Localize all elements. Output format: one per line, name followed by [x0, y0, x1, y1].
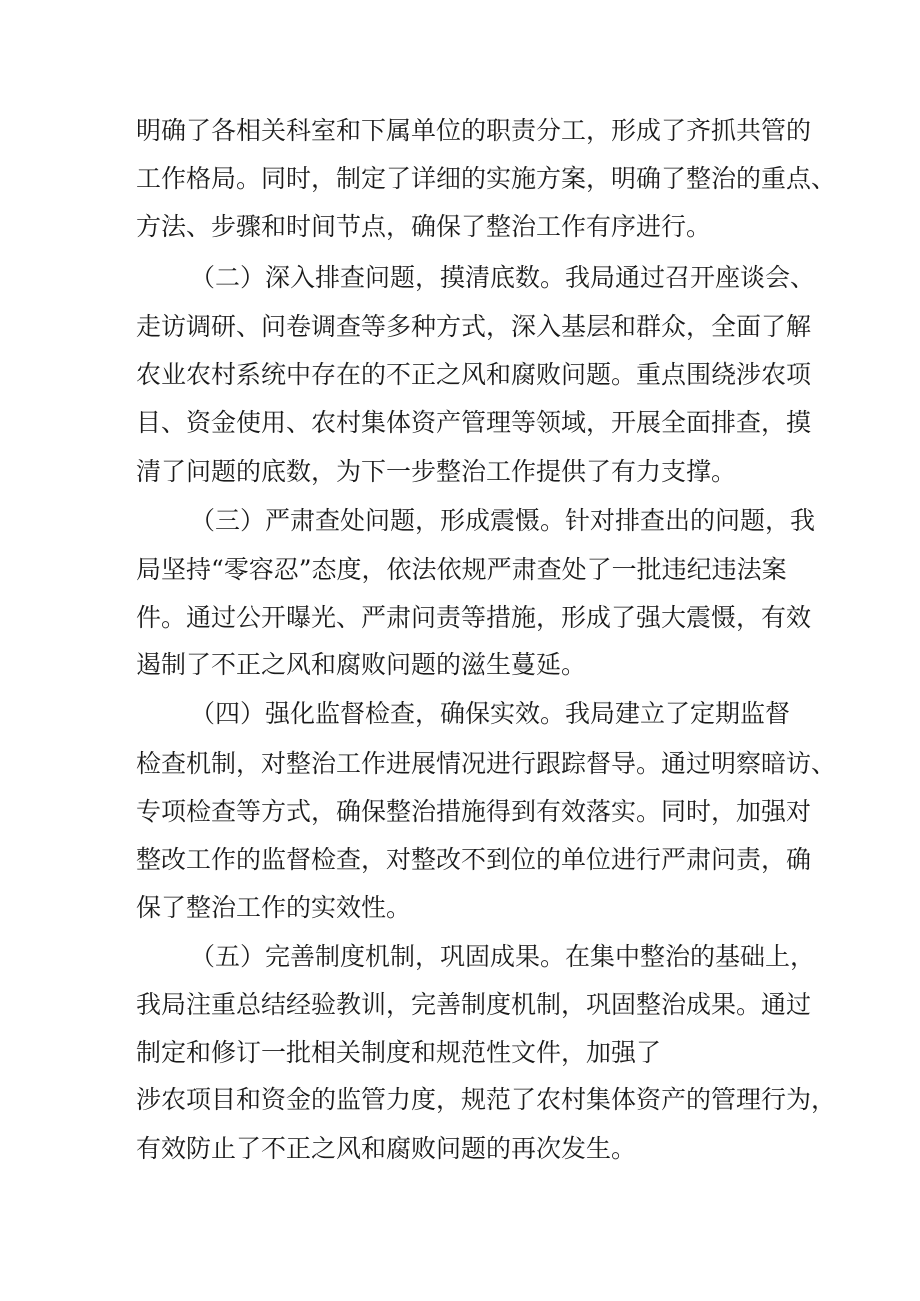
text-line: 方法、步骤和时间节点，确保了整治工作有序进行。 — [136, 212, 712, 241]
text-line: 走访调研、问卷调查等多种方式，深入基层和群众，全面了解 — [136, 312, 812, 341]
text-line: 我局注重总结经验教训，完善制度机制，巩固整治成果。通过 — [136, 990, 812, 1019]
text-line: 工作格局。同时，制定了详细的实施方案，明确了整治的重点、 — [136, 164, 837, 193]
text-line: 有效防止了不正之风和腐败问题的再次发生。 — [136, 1134, 637, 1163]
text-line: 局坚持“零容忍”态度，依法依规严肃查处了一批违纪违法案 — [136, 555, 787, 584]
paragraph-5-first-line: （五）完善制度机制，巩固成果。在集中整治的基础上， — [190, 942, 816, 971]
text-line: 整改工作的监督检查，对整改不到位的单位进行严肃问责，确 — [136, 845, 812, 874]
paragraph-3-first-line: （三）严肃查处问题，形成震慑。针对排查出的问题，我 — [190, 506, 816, 535]
text-line: 涉农项目和资金的监管力度，规范了农村集体资产的管理行为， — [136, 1085, 837, 1114]
text-line: 检查机制，对整治工作进展情况进行跟踪督导。通过明察暗访、 — [136, 749, 837, 778]
text-line: 保了整治工作的实效性。 — [136, 893, 412, 922]
text-line: 制定和修订一批相关制度和规范性文件，加强了 — [136, 1038, 662, 1067]
text-line: 件。通过公开曝光、严肃问责等措施，形成了强大震慑，有效 — [136, 603, 812, 632]
paragraph-4-first-line: （四）强化监督检查，确保实效。我局建立了定期监督 — [190, 699, 791, 728]
text-line: 明确了各相关科室和下属单位的职责分工，形成了齐抓共管的 — [136, 116, 812, 145]
text-line: 农业农村系统中存在的不正之风和腐败问题。重点围绕涉农项 — [136, 360, 812, 389]
paragraph-2-first-line: （二）深入排查问题，摸清底数。我局通过召开座谈会、 — [190, 263, 816, 292]
text-line: 专项检查等方式，确保整治措施得到有效落实。同时，加强对 — [136, 797, 812, 826]
text-line: 遏制了不正之风和腐败问题的滋生蔓延。 — [136, 650, 587, 679]
text-line: 清了问题的底数，为下一步整治工作提供了有力支撑。 — [136, 457, 737, 486]
text-line: 目、资金使用、农村集体资产管理等领域，开展全面排查，摸 — [136, 408, 812, 437]
